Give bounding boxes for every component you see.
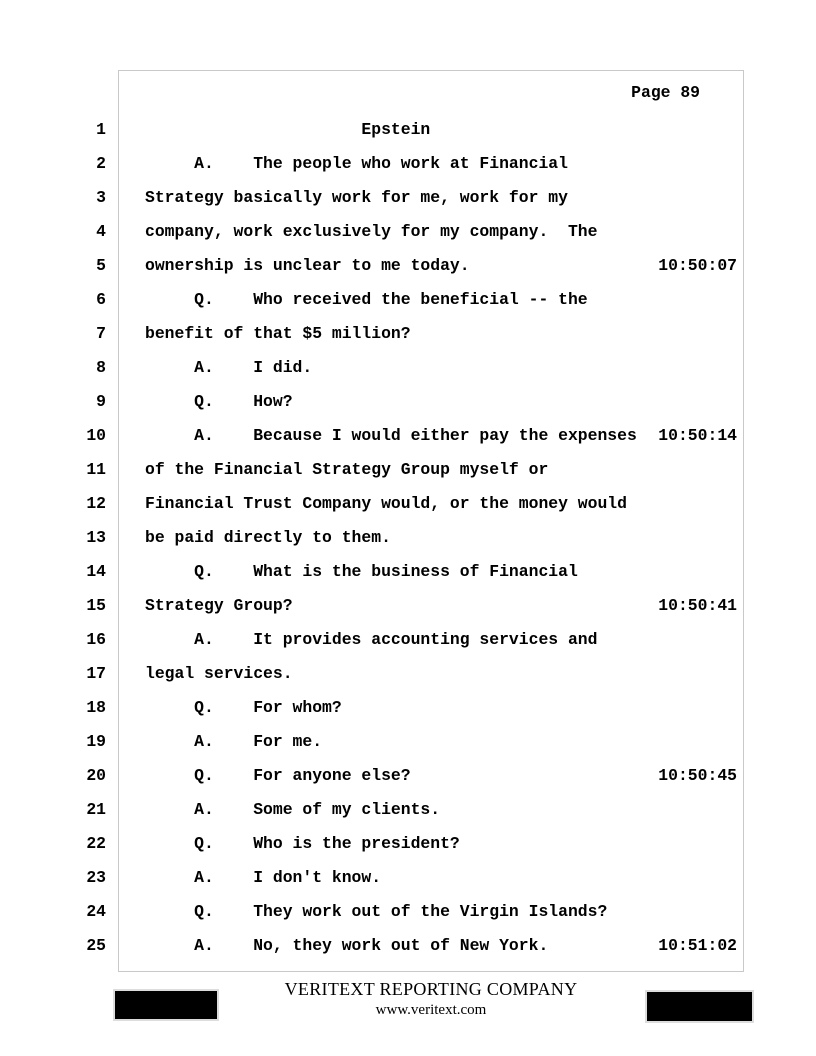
line-text: ownership is unclear to me today. xyxy=(145,256,470,275)
timestamp: 10:50:45 xyxy=(658,766,737,785)
transcript-line xyxy=(0,657,816,691)
line-number: 1 xyxy=(96,120,106,139)
line-number: 23 xyxy=(86,868,106,887)
line-text: Q. For whom? xyxy=(145,698,342,717)
line-text: be paid directly to them. xyxy=(145,528,391,547)
transcript-line xyxy=(0,827,816,861)
line-number: 19 xyxy=(86,732,106,751)
line-number: 12 xyxy=(86,494,106,513)
line-text: legal services. xyxy=(145,664,293,683)
line-text: A. Some of my clients. xyxy=(145,800,441,819)
line-text: Q. For anyone else? xyxy=(145,766,411,785)
transcript-line xyxy=(0,113,816,147)
line-number: 24 xyxy=(86,902,106,921)
line-number: 25 xyxy=(86,936,106,955)
line-number: 10 xyxy=(86,426,106,445)
line-text: A. I did. xyxy=(145,358,313,377)
line-text: A. It provides accounting services and xyxy=(145,630,598,649)
transcript-line xyxy=(0,521,816,555)
line-number: 21 xyxy=(86,800,106,819)
timestamp: 10:50:14 xyxy=(658,426,737,445)
line-text: Q. They work out of the Virgin Islands? xyxy=(145,902,608,921)
transcript-line xyxy=(0,623,816,657)
transcript-line xyxy=(0,283,816,317)
transcript-line xyxy=(0,691,816,725)
reporting-company-url: www.veritext.com xyxy=(375,1002,487,1018)
line-text: A. I don't know. xyxy=(145,868,382,887)
line-text: of the Financial Strategy Group myself or xyxy=(145,460,549,479)
transcript-line xyxy=(0,793,816,827)
line-text: A. Because I would either pay the expenses xyxy=(145,426,637,445)
line-text: company, work exclusively for my company. The xyxy=(145,222,598,241)
reporting-company-name: VERITEXT REPORTING COMPANY xyxy=(284,979,578,999)
line-number: 4 xyxy=(96,222,106,241)
transcript-line xyxy=(0,725,816,759)
page-number: Page 89 xyxy=(631,83,700,102)
line-number: 18 xyxy=(86,698,106,717)
line-text: benefit of that $5 million? xyxy=(145,324,411,343)
line-text: Q. What is the business of Financial xyxy=(145,562,578,581)
line-text: Financial Trust Company would, or the money would xyxy=(145,494,627,513)
timestamp: 10:50:41 xyxy=(658,596,737,615)
line-text: Q. How? xyxy=(145,392,293,411)
line-number: 17 xyxy=(86,664,106,683)
line-text: Q. Who is the president? xyxy=(145,834,460,853)
line-number: 14 xyxy=(86,562,106,581)
transcript-line xyxy=(0,759,816,793)
transcript-line xyxy=(0,589,816,623)
line-text: Q. Who received the beneficial -- the xyxy=(145,290,588,309)
redaction-bar-right xyxy=(645,990,754,1023)
line-number: 15 xyxy=(86,596,106,615)
line-number: 5 xyxy=(96,256,106,275)
line-text: Strategy basically work for me, work for my xyxy=(145,188,568,207)
line-number: 2 xyxy=(96,154,106,173)
transcript-line xyxy=(0,351,816,385)
line-number: 3 xyxy=(96,188,106,207)
line-text: A. The people who work at Financial xyxy=(145,154,568,173)
line-number: 6 xyxy=(96,290,106,309)
transcript-line xyxy=(0,181,816,215)
transcript-line xyxy=(0,453,816,487)
transcript-line xyxy=(0,385,816,419)
line-number: 22 xyxy=(86,834,106,853)
transcript-line xyxy=(0,249,816,283)
line-text: Epstein xyxy=(145,120,431,139)
redaction-bar-left xyxy=(113,989,219,1021)
line-number: 9 xyxy=(96,392,106,411)
transcript-line xyxy=(0,147,816,181)
transcript-line xyxy=(0,419,816,453)
timestamp: 10:51:02 xyxy=(658,936,737,955)
line-text: Strategy Group? xyxy=(145,596,293,615)
transcript-line xyxy=(0,895,816,929)
line-number: 16 xyxy=(86,630,106,649)
line-number: 7 xyxy=(96,324,106,343)
transcript-line xyxy=(0,555,816,589)
transcript-line xyxy=(0,929,816,963)
transcript-line xyxy=(0,215,816,249)
transcript-line xyxy=(0,861,816,895)
transcript-line xyxy=(0,487,816,521)
line-number: 13 xyxy=(86,528,106,547)
line-number: 8 xyxy=(96,358,106,377)
line-text: A. No, they work out of New York. xyxy=(145,936,549,955)
line-number: 11 xyxy=(86,460,106,479)
transcript-line xyxy=(0,317,816,351)
line-text: A. For me. xyxy=(145,732,323,751)
line-number: 20 xyxy=(86,766,106,785)
timestamp: 10:50:07 xyxy=(658,256,737,275)
